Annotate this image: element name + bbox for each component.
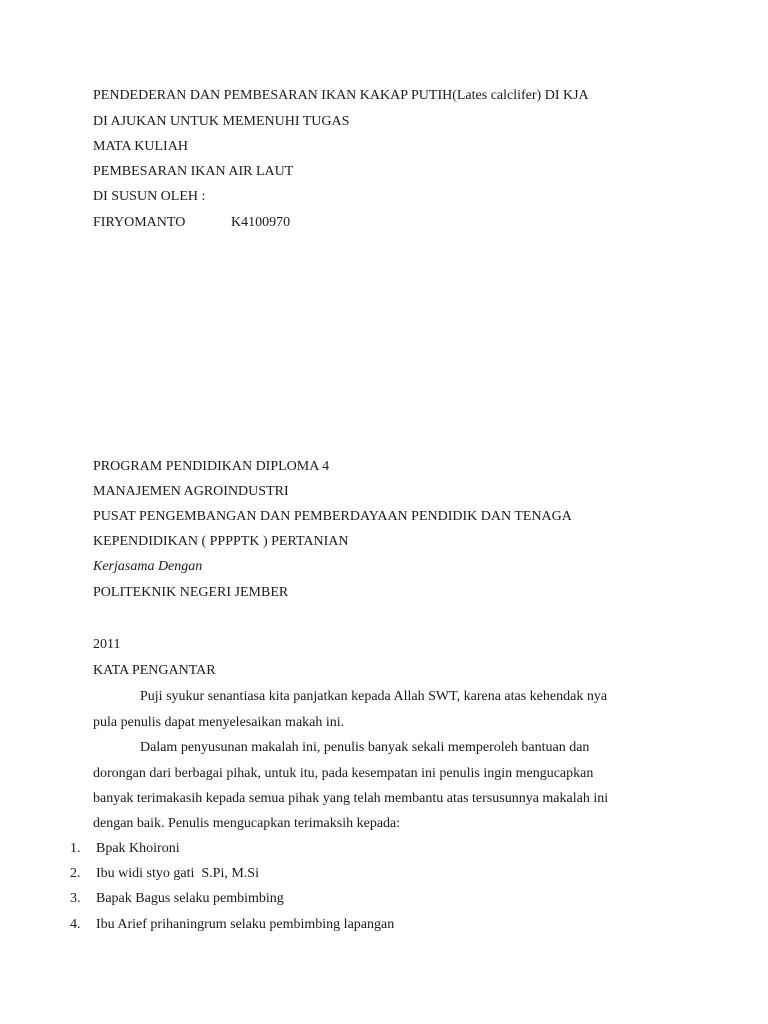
foreword-p2-line4: dengan baik. Penulis mengucapkan terimaksih kepada: bbox=[93, 816, 401, 831]
list-number: 2. bbox=[70, 866, 81, 881]
foreword-p1-line1: Puji syukur senantiasa kita panjatkan kepada Allah SWT, karena atas kehendak nya bbox=[140, 689, 608, 704]
foreword-p2-line3: banyak terimakasih kepada semua pihak yang telah membantu atas tersusunnya makalah ini bbox=[93, 791, 609, 806]
center-line-1: PUSAT PENGEMBANGAN DAN PEMBERDAYAAN PENDIDIK DAN TENAGA bbox=[93, 509, 572, 524]
list-number: 3. bbox=[70, 891, 81, 906]
department-line: MANAJEMEN AGROINDUSTRI bbox=[93, 484, 289, 499]
list-item bbox=[70, 890, 284, 908]
polytechnic-line: POLITEKNIK NEGERI JEMBER bbox=[93, 585, 289, 600]
foreword-p2-line1: Dalam penyusunan makalah ini, penulis banyak sekali memperoleh bantuan dan bbox=[140, 740, 590, 755]
center-line-2: KEPENDIDIKAN ( PPPPTK ) PERTANIAN bbox=[93, 534, 349, 549]
course-name: PEMBESARAN IKAN AIR LAUT bbox=[93, 164, 294, 179]
year-line: 2011 bbox=[93, 637, 121, 652]
course-label: MATA KULIAH bbox=[93, 139, 188, 154]
author-name: FIRYOMANTO bbox=[93, 215, 186, 230]
list-item bbox=[70, 865, 259, 883]
list-item bbox=[70, 916, 394, 934]
list-number: 4. bbox=[70, 917, 81, 932]
list-text: Ibu Arief prihaningrum selaku pembimbing lapangan bbox=[96, 917, 395, 932]
list-text: Bpak Khoironi bbox=[96, 841, 180, 856]
author-label: DI SUSUN OLEH : bbox=[93, 189, 206, 204]
list-text: Ibu widi styo gati S.Pi, M.Si bbox=[96, 866, 259, 881]
program-line: PROGRAM PENDIDIKAN DIPLOMA 4 bbox=[93, 459, 330, 474]
list-text: Bapak Bagus selaku pembimbing bbox=[96, 891, 284, 906]
foreword-heading: KATA PENGANTAR bbox=[93, 663, 216, 678]
foreword-p1-line2: pula penulis dapat menyelesaikan makah ini. bbox=[93, 715, 345, 730]
list-number: 1. bbox=[70, 841, 81, 856]
purpose-line: DI AJUKAN UNTUK MEMENUHI TUGAS bbox=[93, 114, 350, 129]
list-item bbox=[70, 840, 180, 858]
foreword-p2-line2: dorongan dari berbagai pihak, untuk itu, pada kesempatan ini penulis ingin mengucapkan bbox=[93, 766, 594, 781]
author-row bbox=[93, 214, 291, 232]
cooperation-line: Kerjasama Dengan bbox=[93, 559, 203, 574]
author-id: K4100970 bbox=[231, 215, 291, 230]
document-title: PENDEDERAN DAN PEMBESARAN IKAN KAKAP PUTIH(Lates calclifer) DI KJA bbox=[93, 88, 589, 103]
